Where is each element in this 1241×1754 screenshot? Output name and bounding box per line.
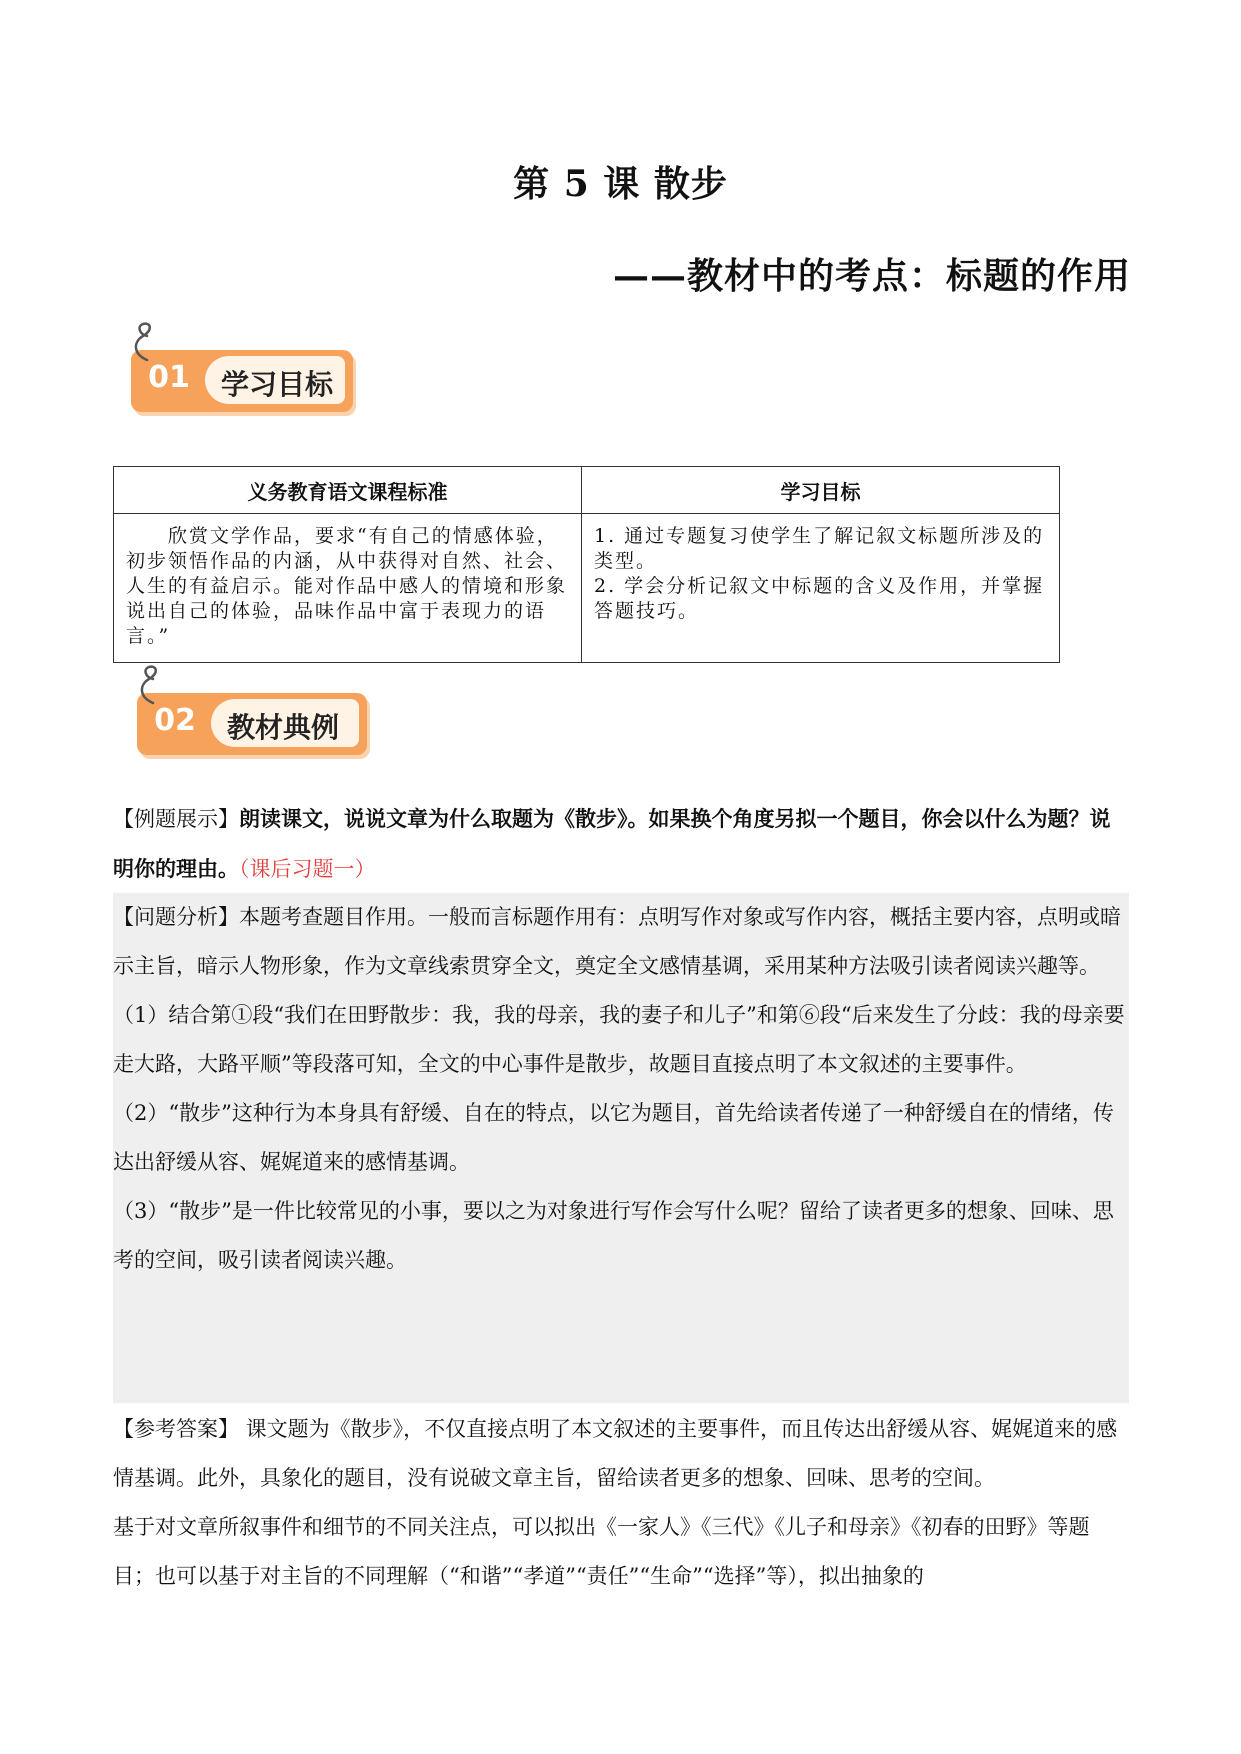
analysis-point: （2）“散步”这种行为本身具有舒缓、自在的特点，以它为题目，首先给读者传递了一种舒缓自在的情绪，传达出舒缓从容、娓娓道来的感情基调。 xyxy=(113,1101,1114,1174)
section-number: 02 xyxy=(154,703,196,738)
section-number: 01 xyxy=(148,360,190,395)
curriculum-standard-text: 欣赏文学作品，要求“有自己的情感体验，初步领悟作品的内涵，从中获得对自然、社会、人生的有益启示。能对作品中感人的情境和形象说出自己的体验，品味作品中富于表现力的语言。” xyxy=(114,514,582,663)
exercise-reference: （课后习题一） xyxy=(239,857,376,881)
answer-extra: 基于对文章所叙事件和细节的不同关注点，可以拟出《一家人》《三代》《儿子和母亲》《初春的田野》等题目；也可以基于对主旨的不同理解（“和谐”“孝道”“责任”“生命”“选择”等），拟出抽象的 xyxy=(113,1515,1090,1588)
page-title: 第 5 课 散步 xyxy=(513,163,728,205)
hook-icon xyxy=(129,320,165,364)
section-badge-01 xyxy=(131,350,353,412)
example-tag: 【例题展示】 xyxy=(113,807,239,831)
page-subtitle: ——教材中的考点：标题的作用 xyxy=(612,255,1131,297)
table-header-goals: 学习目标 xyxy=(582,467,1060,514)
objective-item: 2. 学会分析记叙文中标题的含义及作用，并掌握答题技巧。 xyxy=(594,575,1045,622)
learning-objectives xyxy=(582,514,1060,663)
section-label: 教材典例 xyxy=(227,711,340,744)
objective-item: 1. 通过专题复习使学生了解记叙文标题所涉及的类型。 xyxy=(594,525,1045,572)
example-question-text: 朗读课文，说说文章为什么取题为《散步》。如果换个角度另拟一个题目，你会以什么为题？说明你的理由。 xyxy=(113,806,1111,881)
example-question xyxy=(113,794,1129,894)
analysis-box xyxy=(113,893,1129,1403)
hook-icon xyxy=(135,663,171,707)
answer-text: 【参考答案】 课文题为《散步》，不仅直接点明了本文叙述的主要事件，而且传达出舒缓从容、娓娓道来的感情基调。此外，具象化的题目，没有说破文章主旨，留给读者更多的想象、回味、思考的空间。 xyxy=(113,1417,1118,1490)
analysis-intro: 【问题分析】本题考查题目作用。一般而言标题作用有：点明写作对象或写作内容，概括主要内容，点明或暗示主旨，暗示人物形象，作为文章线索贯穿全文，奠定全文感情基调，采用某种方法吸引读者阅读兴趣等。 xyxy=(113,905,1121,978)
analysis-point: （1）结合第①段“我们在田野散步：我，我的母亲，我的妻子和儿子”和第⑥段“后来发生了分歧：我的母亲要走大路，大路平顺”等段落可知，全文的中心事件是散步，故题目直接点明了本文叙述的主要事件。 xyxy=(113,1003,1125,1076)
section-label: 学习目标 xyxy=(221,368,334,401)
section-badge-02 xyxy=(137,693,367,755)
analysis-point: （3）“散步”是一件比较常见的小事，要以之为对象进行写作会写什么呢？留给了读者更多的想象、回味、思考的空间，吸引读者阅读兴趣。 xyxy=(113,1199,1114,1272)
table-header-standard: 义务教育语文课程标准 xyxy=(114,467,582,514)
reference-answer xyxy=(113,1405,1129,1601)
learning-goals-table xyxy=(113,466,1060,663)
